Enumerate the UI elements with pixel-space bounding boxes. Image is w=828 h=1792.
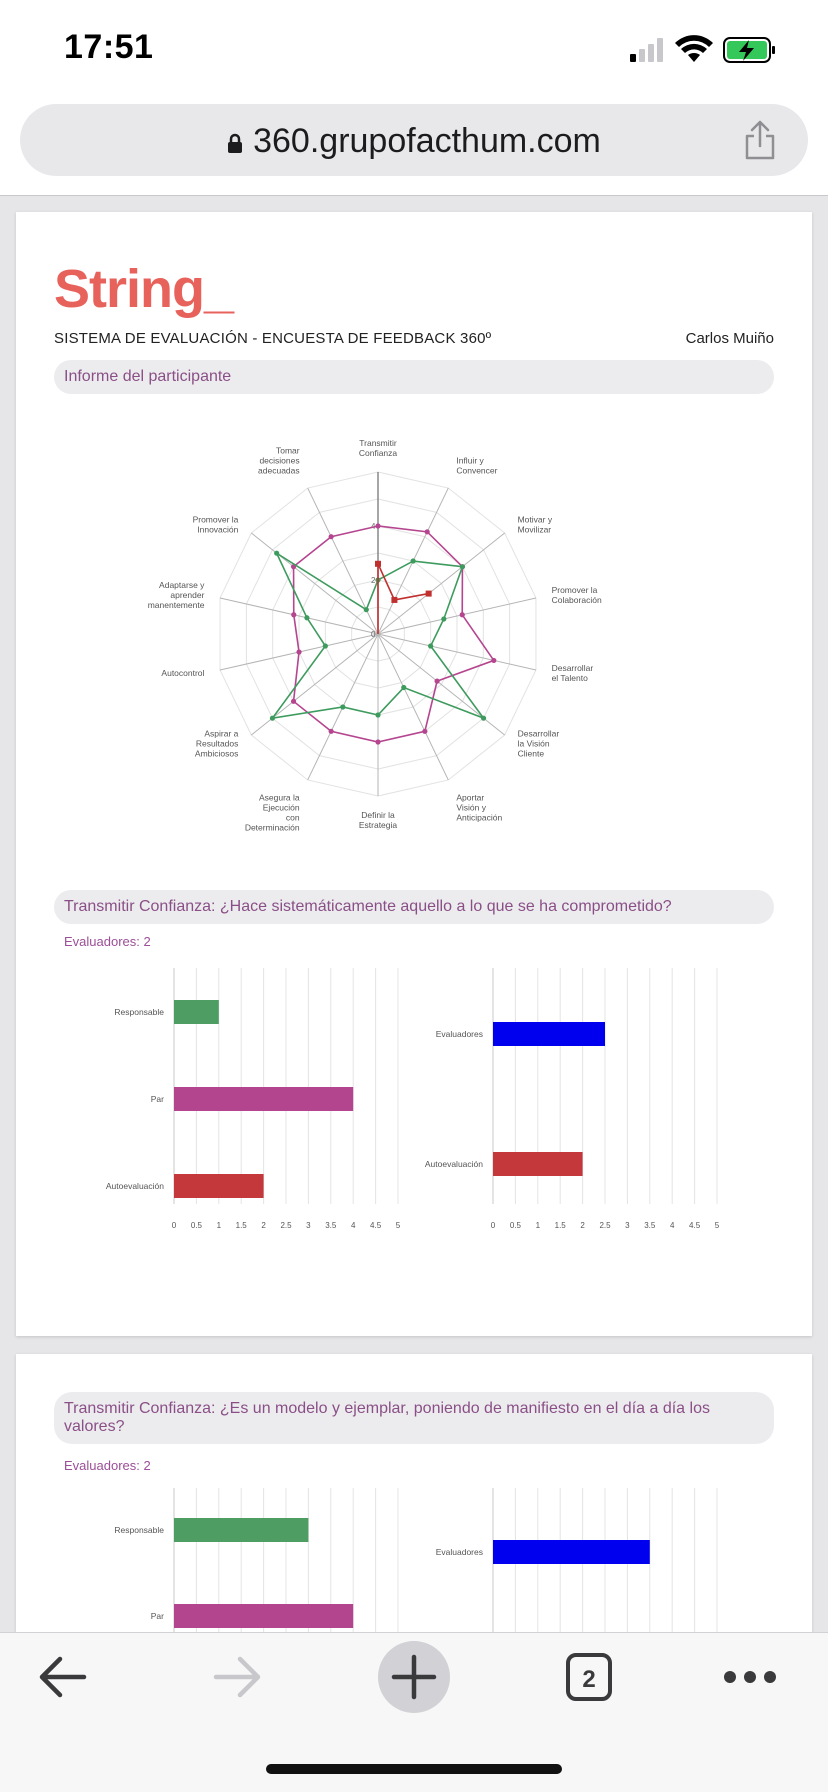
x-tick-label: 4.5	[689, 1221, 701, 1230]
x-tick-label: 2	[580, 1221, 585, 1230]
x-tick-label: 3	[306, 1221, 311, 1230]
radar-point-responsable	[401, 685, 406, 690]
radar-point-autoevaluacion	[391, 597, 397, 603]
x-tick-label: 0	[490, 1221, 496, 1230]
radar-series-autoevaluacion	[378, 564, 429, 634]
radar-axis-label: Aportar Visión y Anticipación	[456, 792, 503, 823]
x-tick-label: 1.5	[235, 1221, 247, 1230]
string-logo: String_	[54, 259, 234, 319]
radar-tick-label: 2	[371, 576, 376, 585]
radar-axis-label: Adaptarse y aprender manentemente	[147, 579, 205, 610]
x-tick-label: 3	[625, 1221, 630, 1230]
radar-axis-label: Desarrollar la Visión Cliente	[517, 728, 560, 759]
q1-title: Transmitir Confianza: ¿Hace sistemáticamente aquello a lo que se ha comprometido?	[54, 890, 774, 924]
q2-evaluators: Evaluadores: 2	[64, 1458, 151, 1473]
tabs-count: 2	[582, 1666, 596, 1693]
radar-point-responsable	[460, 564, 465, 569]
q1-bar-chart-by-role	[56, 954, 401, 1230]
participant-name: Carlos Muiño	[685, 330, 774, 347]
q2-title: Transmitir Confianza: ¿Es un modelo y ejemplar, poniendo de manifiesto en el día a día los valores?	[54, 1392, 774, 1444]
status-time: 17:51	[64, 28, 154, 66]
radar-axis-label: Transmitir Confianza	[358, 438, 398, 458]
x-tick-label: 0.5	[509, 1221, 521, 1230]
radar-axis-label: Motivar y Movilizar	[517, 514, 553, 535]
address-bar[interactable]	[20, 104, 808, 176]
x-tick-label: 3.5	[325, 1221, 337, 1230]
bar-responsable	[174, 1000, 219, 1024]
radar-point-par	[329, 534, 334, 539]
url-text: 360.grupofacthum.com	[253, 122, 601, 160]
radar-point-par	[296, 649, 301, 654]
bar-category-label: Responsable	[114, 1525, 164, 1535]
radar-point-responsable	[375, 712, 380, 717]
radar-axis-label: Autocontrol	[161, 668, 205, 679]
radar-point-responsable	[323, 643, 328, 648]
radar-axis-label: Desarrollar el Talento	[551, 663, 594, 684]
radar-axis-label: Aspirar a Resultados Ambiciosos	[194, 728, 239, 759]
share-icon[interactable]	[742, 118, 778, 167]
bar-par	[174, 1087, 353, 1111]
radar-point-responsable	[340, 704, 345, 709]
q2-bar-chart-summary	[376, 1476, 736, 1636]
radar-axis-label: Asegura la Ejecución con Determinación	[244, 792, 300, 833]
x-tick-label: 1	[535, 1221, 541, 1230]
radar-point-par	[291, 699, 296, 704]
radar-spoke	[251, 634, 378, 735]
radar-point-par	[491, 658, 496, 663]
tabs-button[interactable]	[568, 1655, 610, 1699]
x-tick-label: 5	[714, 1221, 720, 1230]
radar-point-par	[329, 729, 334, 734]
q1-evaluators: Evaluadores: 2	[64, 934, 151, 949]
radar-point-responsable	[274, 551, 279, 556]
radar-axis-label: Influir y Convencer	[456, 455, 498, 476]
radar-point-responsable	[441, 616, 446, 621]
section-title: Informe del participante	[54, 360, 774, 394]
radar-point-responsable	[270, 716, 275, 721]
bar-autoevaluación	[174, 1174, 264, 1198]
q2-bar-chart-by-role	[56, 1476, 386, 1636]
radar-point-responsable	[481, 716, 486, 721]
x-tick-label: 2	[261, 1221, 266, 1230]
bar-category-label: Evaluadores	[435, 1029, 483, 1039]
browser-address-area	[0, 96, 828, 196]
radar-point-autoevaluacion	[426, 591, 432, 597]
radar-axis-label: Definir la Estrategia	[358, 810, 398, 830]
radar-axis-label: Promover la Innovación	[192, 514, 239, 535]
x-tick-label: 5	[395, 1221, 401, 1230]
x-tick-label: 3.5	[644, 1221, 656, 1230]
x-tick-label: 1	[216, 1221, 222, 1230]
bar-category-label: Responsable	[114, 1007, 164, 1017]
bar-category-label: Par	[150, 1611, 164, 1621]
status-icons	[608, 34, 798, 66]
forward-button[interactable]	[216, 1659, 258, 1695]
cell-signal-icon	[630, 38, 663, 62]
bar-responsable	[174, 1518, 308, 1542]
radar-point-par	[375, 523, 380, 528]
radar-point-responsable	[411, 558, 416, 563]
q1-bar-chart-summary	[376, 954, 736, 1230]
radar-point-par	[291, 612, 296, 617]
radar-point-autoevaluacion	[375, 561, 381, 567]
home-indicator	[266, 1764, 562, 1774]
x-tick-label: 2.5	[599, 1221, 611, 1230]
radar-axis-label: Tomar decisiones adecuadas	[258, 445, 300, 476]
x-tick-label: 4	[350, 1221, 356, 1230]
bar-category-label: Evaluadores	[435, 1547, 483, 1557]
radar-point-par	[435, 679, 440, 684]
radar-point-responsable	[364, 607, 369, 612]
battery-charging-icon	[724, 38, 775, 62]
radar-spoke	[308, 488, 378, 634]
more-menu-button[interactable]	[724, 1671, 776, 1683]
bar-category-label: Autoevaluación	[424, 1159, 483, 1169]
back-button[interactable]	[42, 1659, 84, 1695]
x-tick-label: 4	[669, 1221, 675, 1230]
system-title: SISTEMA DE EVALUACIÓN - ENCUESTA DE FEEDBACK 360º	[54, 330, 492, 347]
bar-category-label: Par	[150, 1094, 164, 1104]
radar-tick-label: 4	[371, 522, 376, 531]
bar-par	[174, 1604, 353, 1628]
bar-evaluadores	[493, 1540, 650, 1564]
x-tick-label: 1.5	[554, 1221, 566, 1230]
x-tick-label: 2.5	[280, 1221, 292, 1230]
bar-autoevaluación	[493, 1152, 583, 1176]
radar-spoke	[251, 533, 378, 634]
bar-category-label: Autoevaluación	[105, 1181, 164, 1191]
radar-point-par	[422, 729, 427, 734]
radar-point-par	[425, 529, 430, 534]
report-page-1	[16, 212, 812, 1336]
status-bar	[0, 0, 828, 96]
radar-chart	[147, 438, 626, 838]
radar-point-par	[460, 612, 465, 617]
signal-wifi-battery-icons	[608, 34, 798, 66]
address-text[interactable]	[20, 122, 808, 163]
lock-icon	[227, 124, 243, 163]
radar-axis-label: Promover la Colaboración	[551, 584, 602, 605]
x-tick-label: 0	[171, 1221, 177, 1230]
new-tab-button[interactable]	[378, 1641, 450, 1713]
wifi-icon	[675, 35, 713, 62]
bar-evaluadores	[493, 1022, 605, 1046]
x-tick-label: 0.5	[190, 1221, 202, 1230]
radar-point-par	[375, 739, 380, 744]
radar-point-responsable	[428, 643, 433, 648]
radar-point-responsable	[304, 615, 309, 620]
x-tick-label: 4.5	[370, 1221, 382, 1230]
radar-tick-label: 0	[371, 630, 376, 639]
